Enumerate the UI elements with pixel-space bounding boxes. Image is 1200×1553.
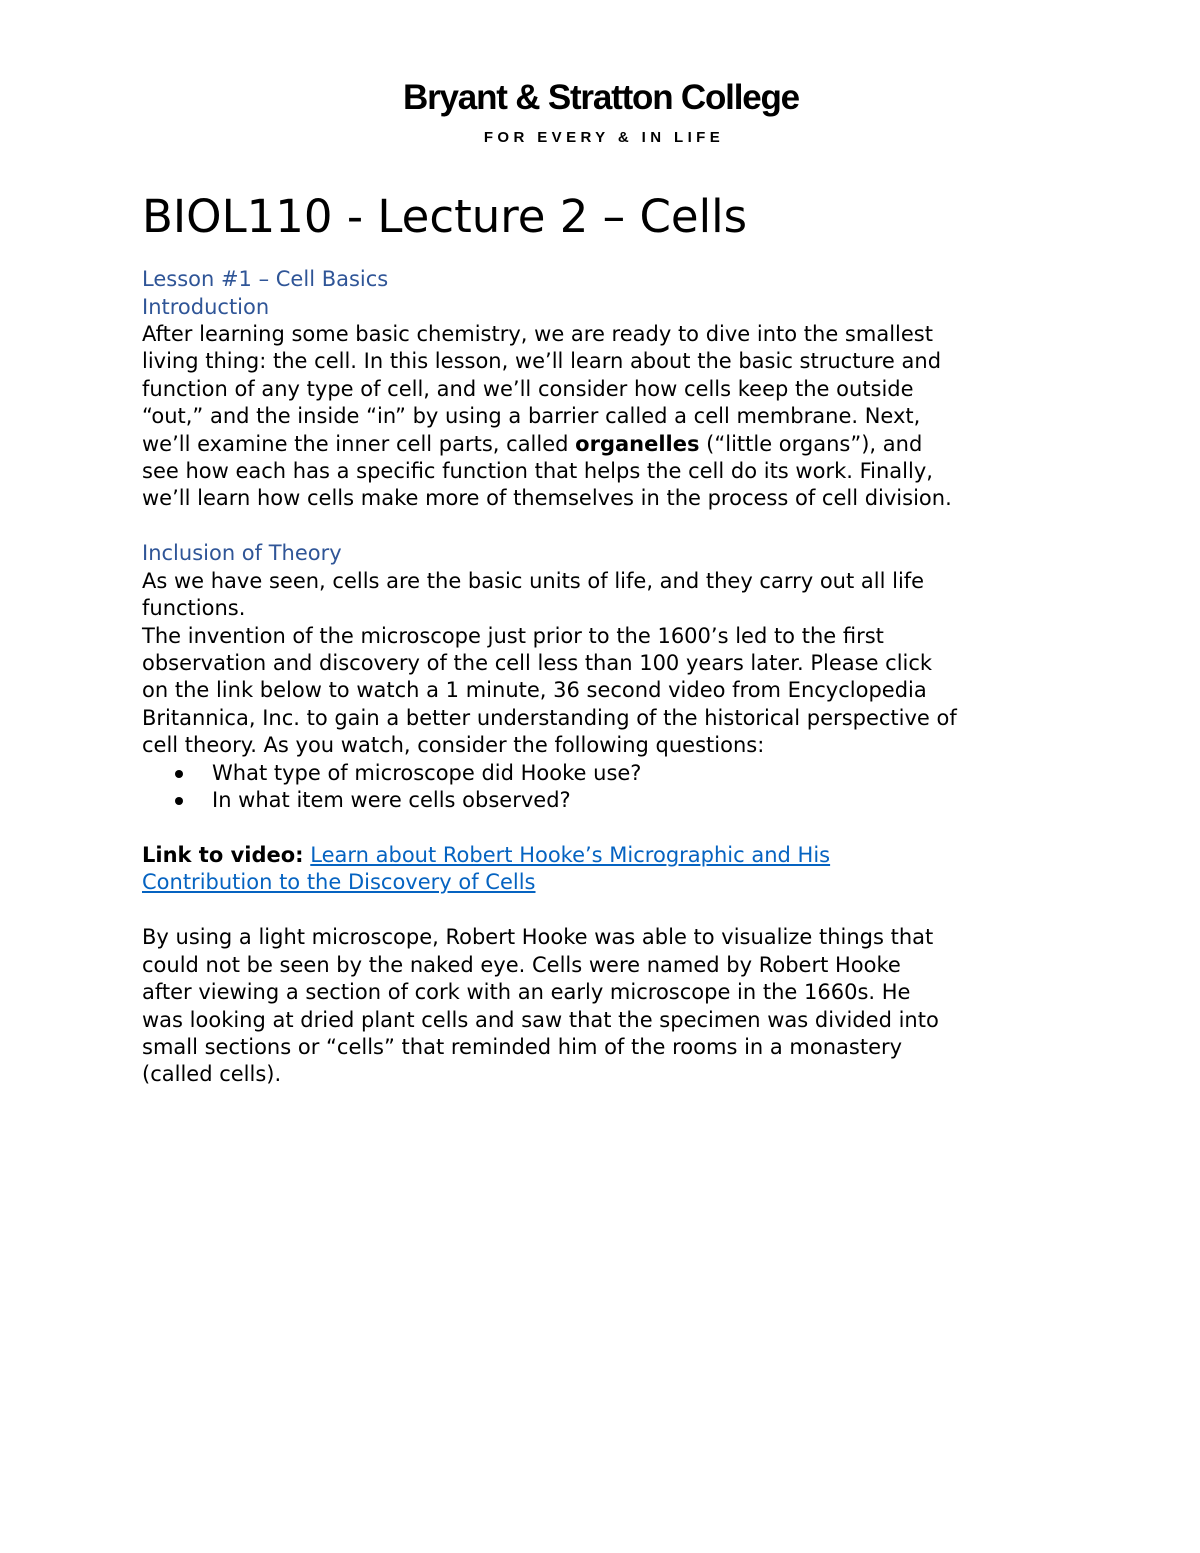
theory-line: Britannica, Inc. to gain a better understanding of the historical perspective of bbox=[142, 705, 957, 730]
theory-line: As we have seen, cells are the basic units of life, and they carry out all life bbox=[142, 568, 925, 593]
lesson-heading: Lesson #1 – Cell Basics bbox=[142, 267, 389, 291]
document-title: BIOL110 - Lecture 2 – Cells bbox=[142, 190, 748, 243]
theory-line: observation and discovery of the cell less than 100 years later. Please click bbox=[142, 651, 933, 676]
video-link[interactable]: Learn about Robert Hooke’s Micrographic and His bbox=[310, 843, 831, 867]
video-link-block bbox=[142, 842, 1072, 897]
college-logo bbox=[0, 76, 1200, 148]
question-list bbox=[142, 760, 1072, 815]
question-text: In what item were cells observed? bbox=[212, 788, 571, 813]
introduction-paragraph bbox=[142, 321, 1072, 513]
bullet-icon bbox=[175, 797, 183, 805]
closing-paragraph bbox=[142, 924, 1072, 1088]
video-line bbox=[142, 869, 1072, 896]
theory-heading: Inclusion of Theory bbox=[142, 541, 342, 566]
closing-line: was looking at dried plant cells and saw that the specimen was divided into bbox=[142, 1007, 939, 1032]
theory-line: The invention of the microscope just prior to the 1600’s led to the first bbox=[142, 623, 884, 648]
intro-text: we’ll examine the inner cell parts, called bbox=[142, 431, 576, 456]
intro-text: (“little organs”), and bbox=[699, 431, 923, 456]
intro-line bbox=[142, 431, 1072, 458]
closing-line: could not be seen by the naked eye. Cells were named by Robert Hooke bbox=[142, 952, 901, 977]
theory-paragraph bbox=[142, 568, 1072, 760]
document-body bbox=[142, 184, 1072, 1089]
closing-line: By using a light microscope, Robert Hooke was able to visualize things that bbox=[142, 925, 934, 950]
introduction-heading: Introduction bbox=[142, 294, 270, 319]
question-text: What type of microscope did Hooke use? bbox=[212, 760, 642, 785]
spacer bbox=[142, 513, 1072, 541]
intro-line: we’ll learn how cells make more of themselves in the process of cell division. bbox=[142, 486, 952, 511]
bullet-icon bbox=[175, 770, 183, 778]
closing-line: small sections or “cells” that reminded him of the rooms in a monastery bbox=[142, 1034, 903, 1059]
video-link-label: Link to video: bbox=[142, 843, 304, 867]
intro-line: see how each has a specific function that helps the cell do its work. Finally, bbox=[142, 459, 933, 484]
theory-line: cell theory. As you watch, consider the following questions: bbox=[142, 733, 765, 758]
spacer bbox=[142, 815, 1072, 843]
intro-line: living thing: the cell. In this lesson, we’ll learn about the basic structure and bbox=[142, 349, 942, 374]
logo-name: Bryant & Stratton College bbox=[403, 78, 799, 117]
intro-line: function of any type of cell, and we’ll consider how cells keep the outside bbox=[142, 376, 914, 401]
intro-line: “out,” and the inside “in” by using a barrier called a cell membrane. Next, bbox=[142, 404, 921, 429]
theory-line: on the link below to watch a 1 minute, 36 second video from Encyclopedia bbox=[142, 678, 927, 703]
video-line bbox=[142, 842, 1072, 869]
logo-tagline: FOR EVERY & IN LIFE bbox=[483, 129, 725, 146]
video-link[interactable]: Contribution to the Discovery of Cells bbox=[142, 870, 536, 895]
intro-line: After learning some basic chemistry, we are ready to dive into the smallest bbox=[142, 322, 933, 346]
list-item bbox=[142, 787, 1072, 814]
closing-line: (called cells). bbox=[142, 1062, 282, 1087]
organelles-term: organelles bbox=[575, 431, 700, 456]
list-item bbox=[142, 760, 1072, 787]
closing-line: after viewing a section of cork with an early microscope in the 1660s. He bbox=[142, 980, 911, 1005]
spacer bbox=[142, 897, 1072, 925]
theory-line: functions. bbox=[142, 596, 246, 621]
